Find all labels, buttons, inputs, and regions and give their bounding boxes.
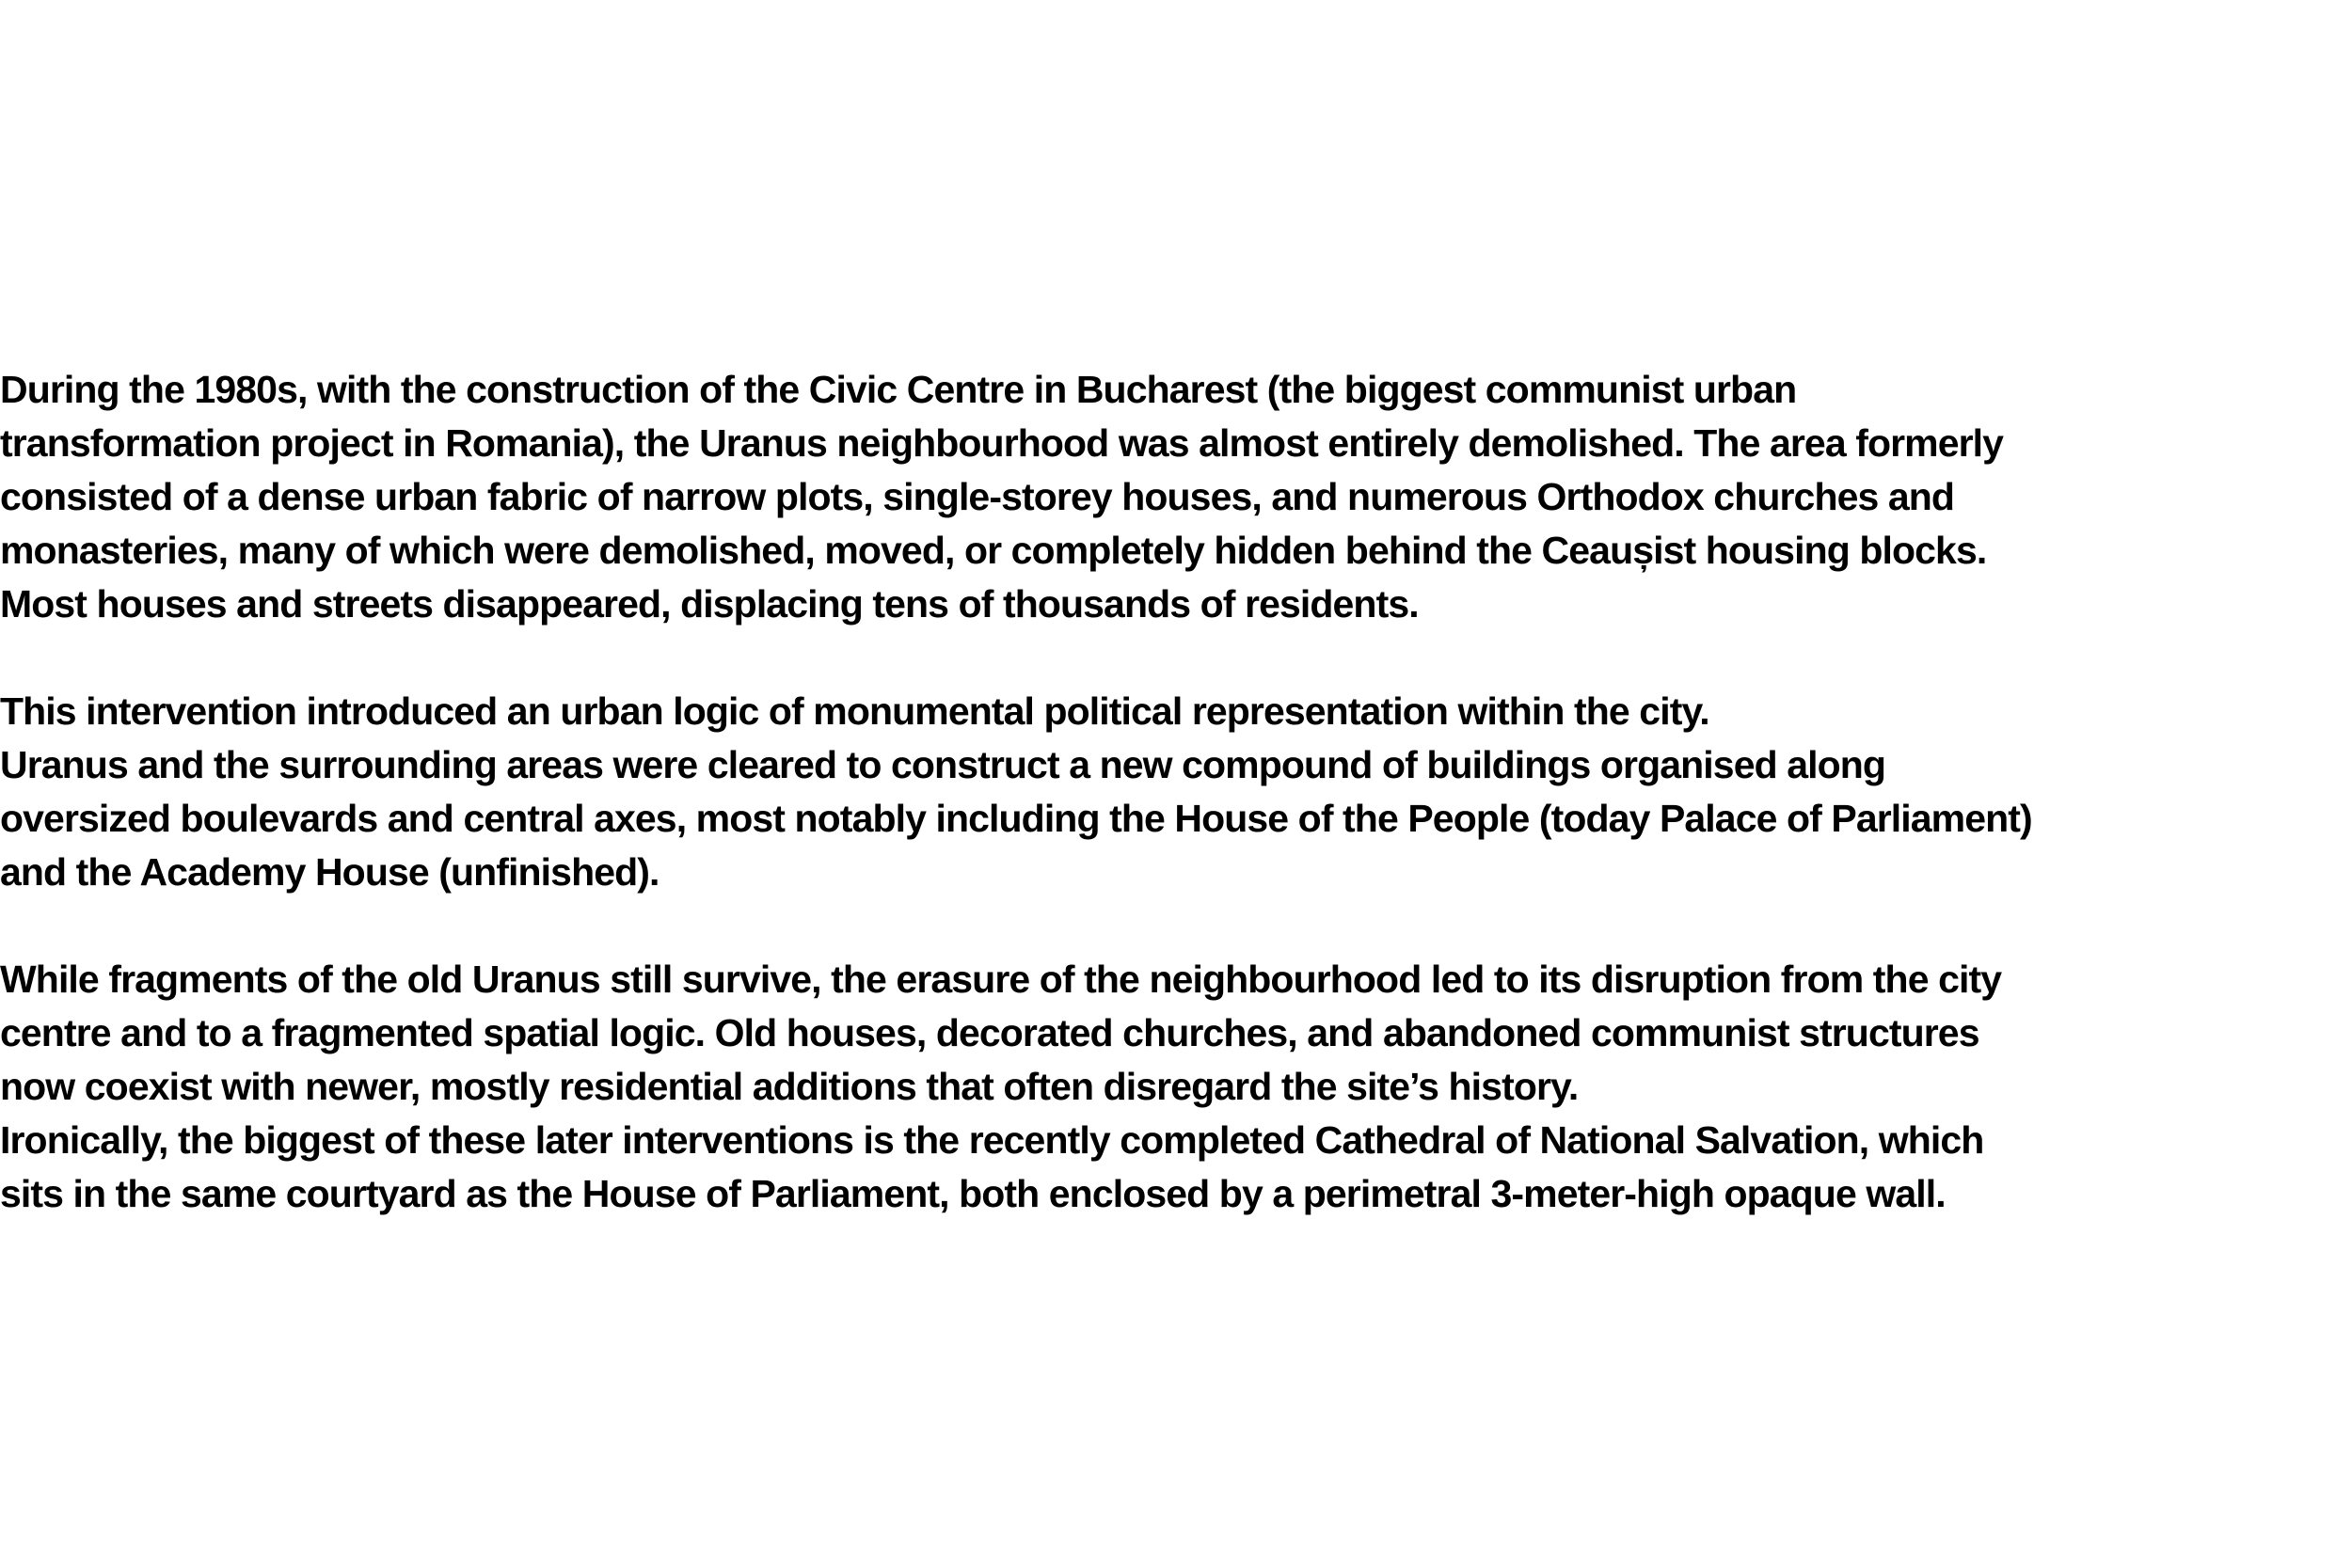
text-line: monasteries, many of which were demolished, moved, or completely hidden behind the Ceaușist housing blocks. [0, 529, 1987, 572]
text-line: During the 1980s, with the construction of the Civic Centre in Bucharest (the biggest communist urban [0, 368, 1797, 411]
paragraph-fragments [0, 953, 2352, 1221]
text-line: oversized boulevards and central axes, most notably including the House of the People (today Palace of Parliament) [0, 797, 2032, 840]
text-line: consisted of a dense urban fabric of narrow plots, single-storey houses, and numerous Orthodox churches and [0, 475, 1955, 518]
text-line: Most houses and streets disappeared, displacing tens of thousands of residents. [0, 582, 1419, 626]
text-line: now coexist with newer, mostly residential additions that often disregard the site’s history. [0, 1065, 1579, 1108]
text-line: While fragments of the old Uranus still survive, the erasure of the neighbourhood led to its disruption from the city [0, 958, 2002, 1001]
text-line: transformation project in Romania), the Uranus neighbourhood was almost entirely demolished. The area formerly [0, 421, 2004, 465]
text-line: centre and to a fragmented spatial logic. Old houses, decorated churches, and abandoned communist structures [0, 1011, 1979, 1054]
text-line: and the Academy House (unfinished). [0, 850, 660, 894]
text-line: sits in the same courtyard as the House of Parliament, both enclosed by a perimetral 3-meter-high opaque wall. [0, 1172, 1946, 1215]
paragraph-intervention [0, 685, 2352, 899]
paragraph-civic-centre [0, 363, 2352, 631]
article-text [0, 363, 2352, 1221]
text-line: Uranus and the surrounding areas were cleared to construct a new compound of buildings organised along [0, 743, 1886, 786]
text-line: Ironically, the biggest of these later interventions is the recently completed Cathedral of National Salvation, which [0, 1118, 1984, 1162]
text-line: This intervention introduced an urban logic of monumental political representation within the city. [0, 689, 1709, 733]
